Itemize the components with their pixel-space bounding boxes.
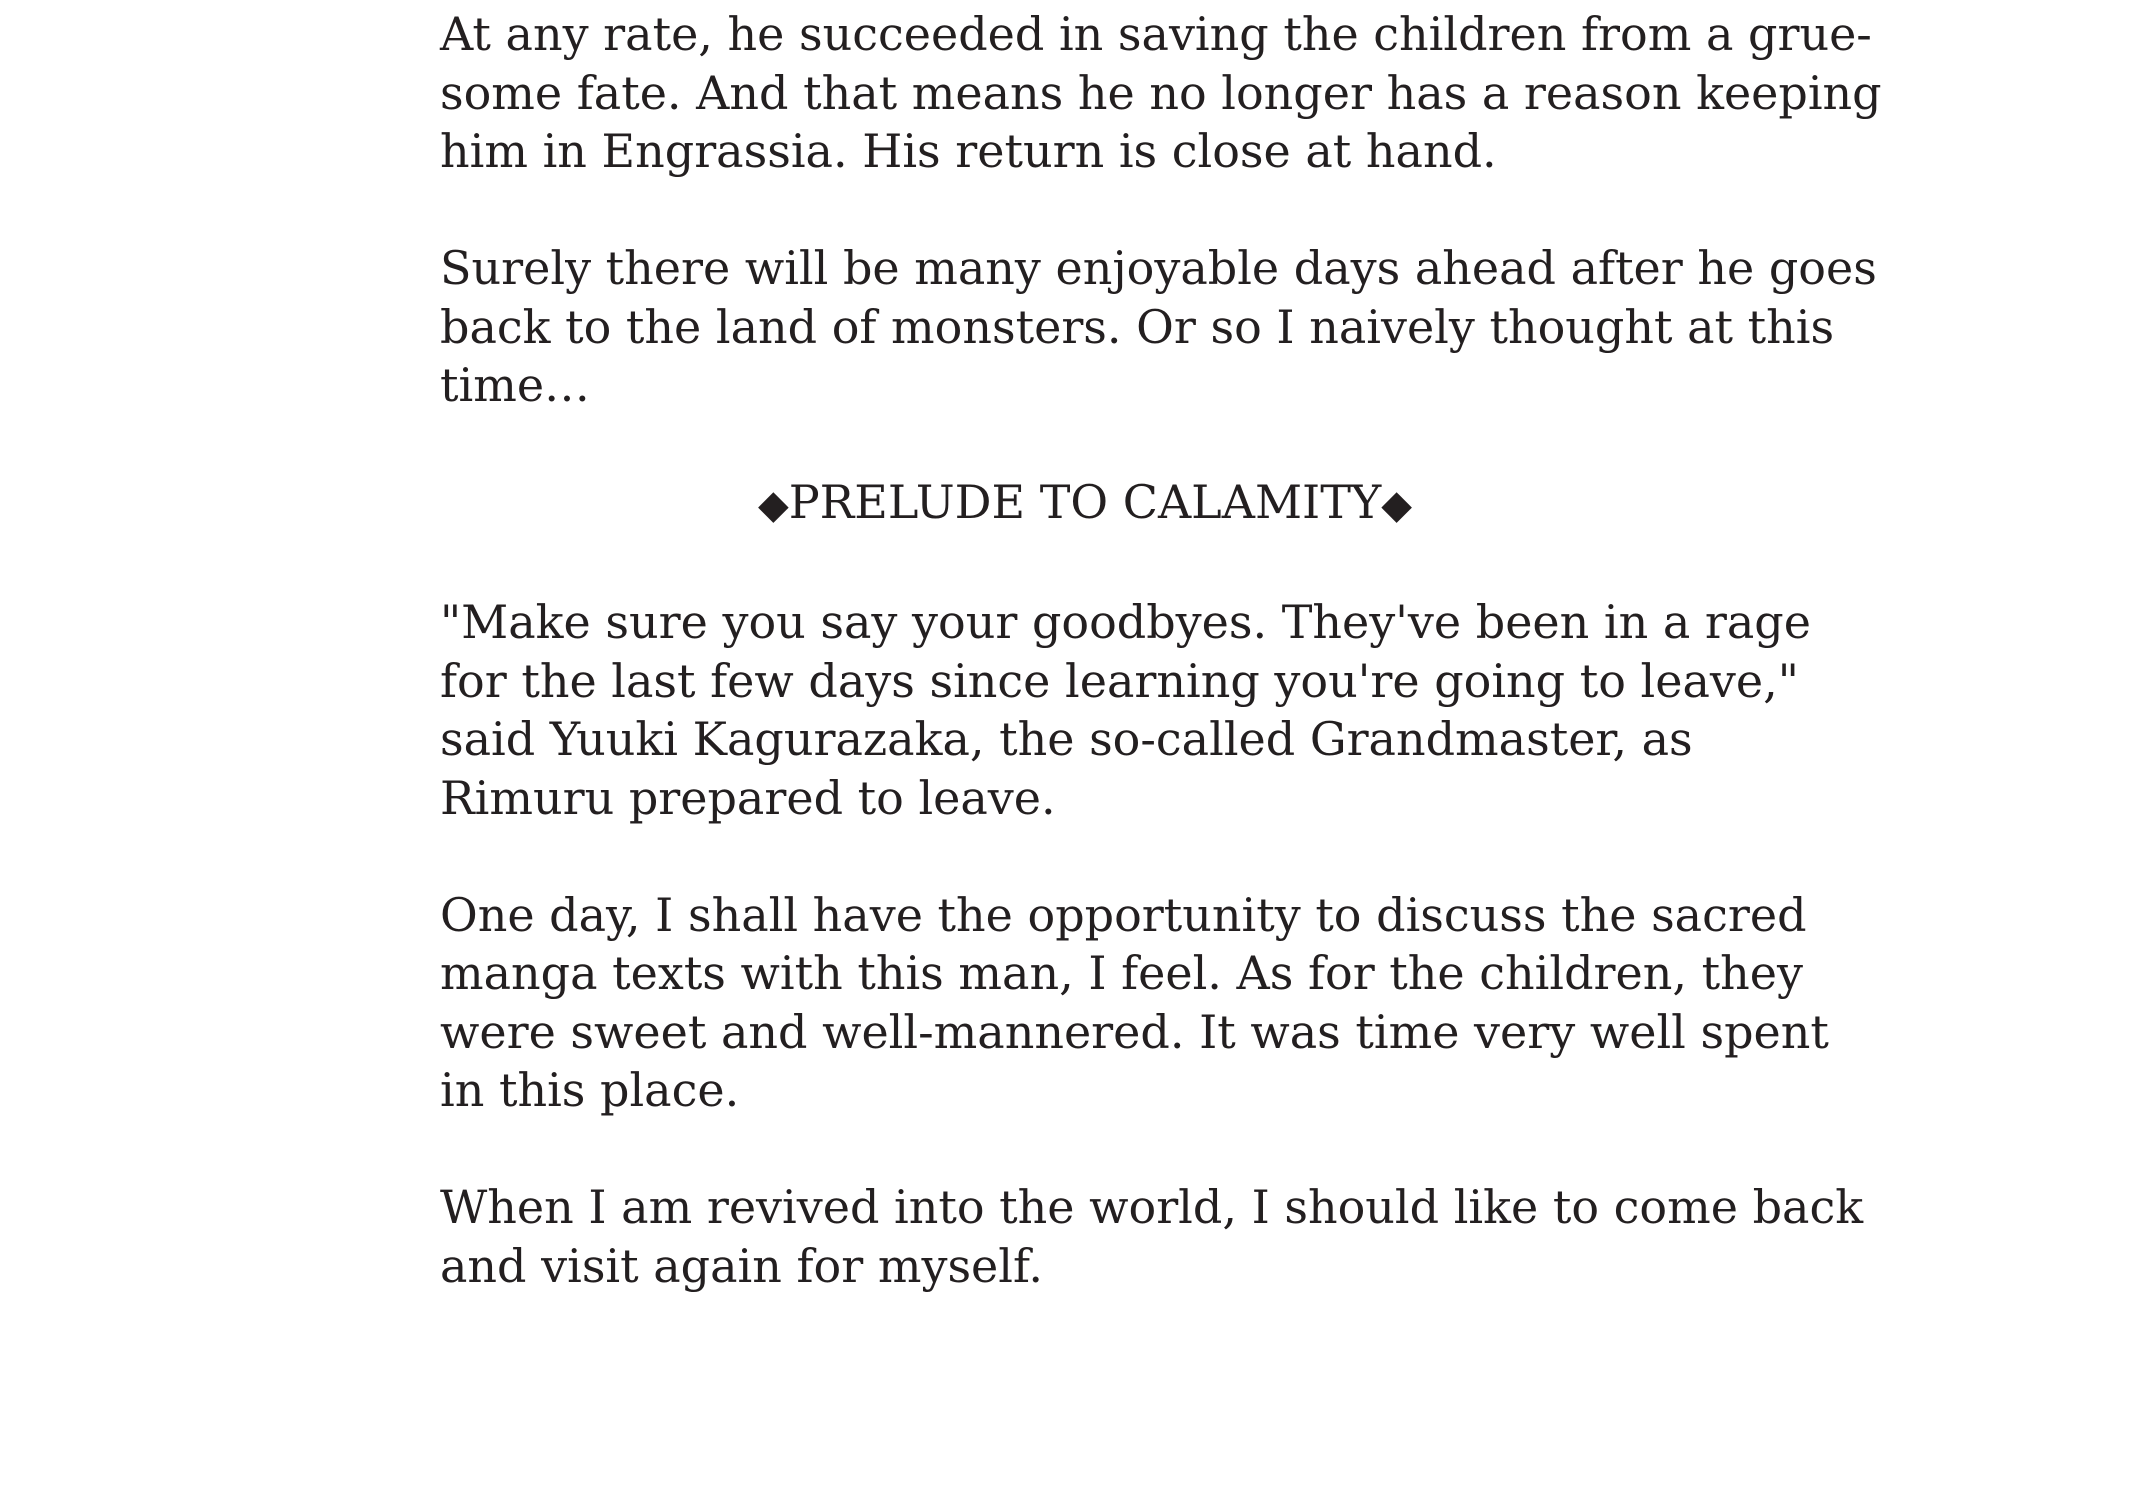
- text-line: "Make sure you say your goodbyes. They've been in a rage: [440, 595, 1811, 649]
- text-line: some fate. And that means he no longer has a reason keeping: [440, 65, 1882, 120]
- text-line: for the last few days since learning you're going to leave,": [440, 653, 1799, 708]
- paragraph-spacer: [440, 827, 1730, 886]
- text-line: and visit again for myself.: [440, 1238, 1043, 1293]
- text-line: him in Engrassia. His return is close at hand.: [440, 124, 1497, 178]
- book-page: [440, 0, 1882, 1295]
- paragraph-spacer: [440, 181, 1730, 240]
- paragraph: [440, 1178, 1864, 1295]
- text-line: Surely there will be many enjoyable days ahead after he goes: [440, 241, 1877, 295]
- text-line: When I am revived into the world, I should like to come back: [440, 1180, 1864, 1234]
- paragraph-spacer: [440, 1120, 1730, 1179]
- paragraph-spacer: [440, 415, 1730, 474]
- paragraph: [440, 886, 1829, 1120]
- diamond-right-icon: ◆: [1381, 482, 1413, 528]
- text-line: Rimuru prepared to leave.: [440, 770, 1056, 825]
- text-line: At any rate, he succeeded in saving the children from a grue-: [440, 7, 1872, 61]
- text-line: time…: [440, 358, 591, 412]
- paragraph: [440, 5, 1882, 181]
- paragraph: [440, 593, 1811, 827]
- text-line: back to the land of monsters. Or so I naively thought at this: [440, 299, 1835, 354]
- text-line: One day, I shall have the opportunity to discuss the sacred: [440, 887, 1807, 942]
- text-line: manga texts with this man, I feel. As for the children, they: [440, 946, 1803, 1000]
- diamond-left-icon: ◆: [757, 482, 789, 528]
- section-heading: [440, 473, 1730, 535]
- paragraph-spacer: [440, 535, 1730, 594]
- text-line: in this place.: [440, 1063, 740, 1117]
- text-line: were sweet and well-mannered. It was time very well spent: [440, 1004, 1829, 1059]
- paragraph: [440, 239, 1877, 415]
- text-line: said Yuuki Kagurazaka, the so-called Grandmaster, as: [440, 712, 1693, 766]
- section-heading-text: PRELUDE TO CALAMITY: [788, 475, 1382, 529]
